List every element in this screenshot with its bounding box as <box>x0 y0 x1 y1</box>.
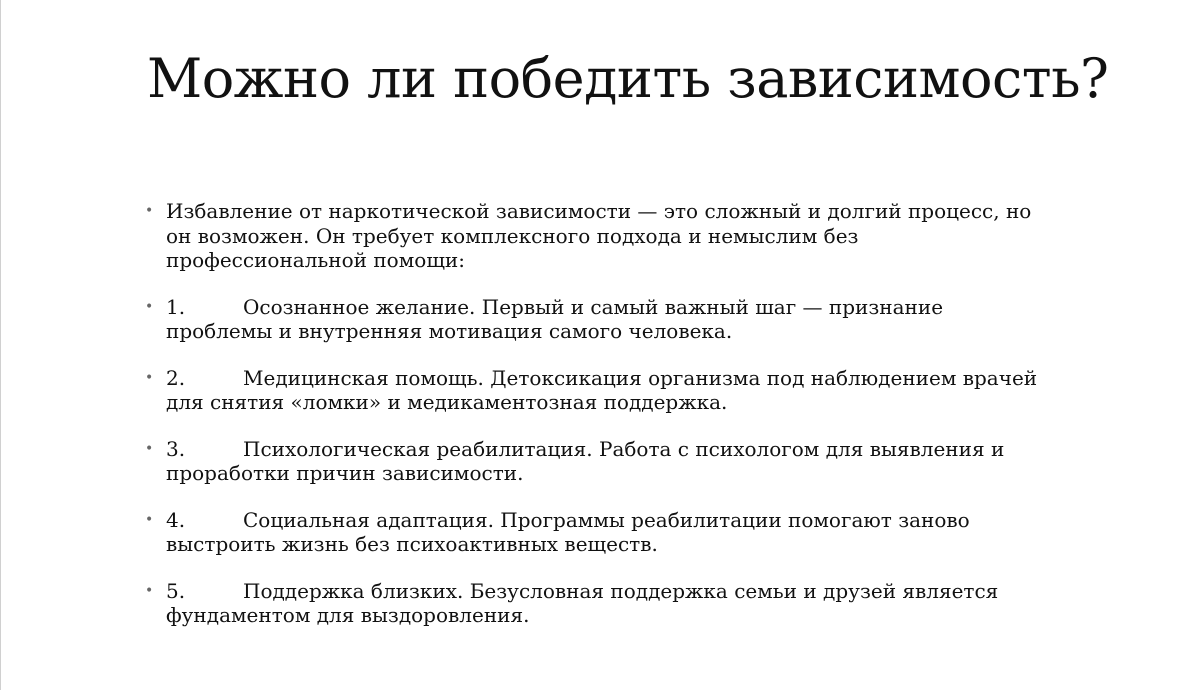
list-item <box>143 508 1043 557</box>
bullet-dot-icon: • <box>145 511 154 528</box>
intro-bullet <box>143 199 1043 273</box>
list-item <box>143 437 1043 486</box>
bullet-dot-icon: • <box>145 298 154 315</box>
item-text: Осознанное желание. Первый и самый важный шаг — признание проблемы и внутренняя мотивация самого человека. <box>166 294 944 343</box>
list-item <box>143 366 1043 415</box>
item-text: Психологическая реабилитация. Работа с психологом для выявления и проработки причин зависимости. <box>166 436 1005 485</box>
item-number: 4. <box>166 507 186 532</box>
item-text: Медицинская помощь. Детоксикация организма под наблюдением врачей для снятия «ломки» и медикаментозная поддержка. <box>166 365 1038 414</box>
bullet-dot-icon: • <box>145 582 154 599</box>
bullet-dot-icon: • <box>145 440 154 457</box>
bullet-dot-icon: • <box>145 203 154 219</box>
item-number: 2. <box>166 365 186 390</box>
item-number: 3. <box>166 436 186 461</box>
item-number: 1. <box>166 294 186 319</box>
list-item <box>143 295 1043 344</box>
bullet-list <box>143 199 1043 650</box>
intro-text: Избавление от наркотической зависимости — это сложный и долгий процесс, но он возможен. Он требует комплексного подхода и немыслим без профессиональной помощи: <box>166 199 1032 272</box>
bullet-dot-icon: • <box>145 369 154 386</box>
item-text: Социальная адаптация. Программы реабилитации помогают заново выстроить жизнь без психоактивных веществ. <box>166 507 970 556</box>
item-number: 5. <box>166 578 186 603</box>
list-item <box>143 579 1043 628</box>
slide-title: Можно ли победить зависимость? <box>147 47 1109 110</box>
item-text: Поддержка близких. Безусловная поддержка семьи и друзей является фундаментом для выздоровления. <box>166 578 999 627</box>
